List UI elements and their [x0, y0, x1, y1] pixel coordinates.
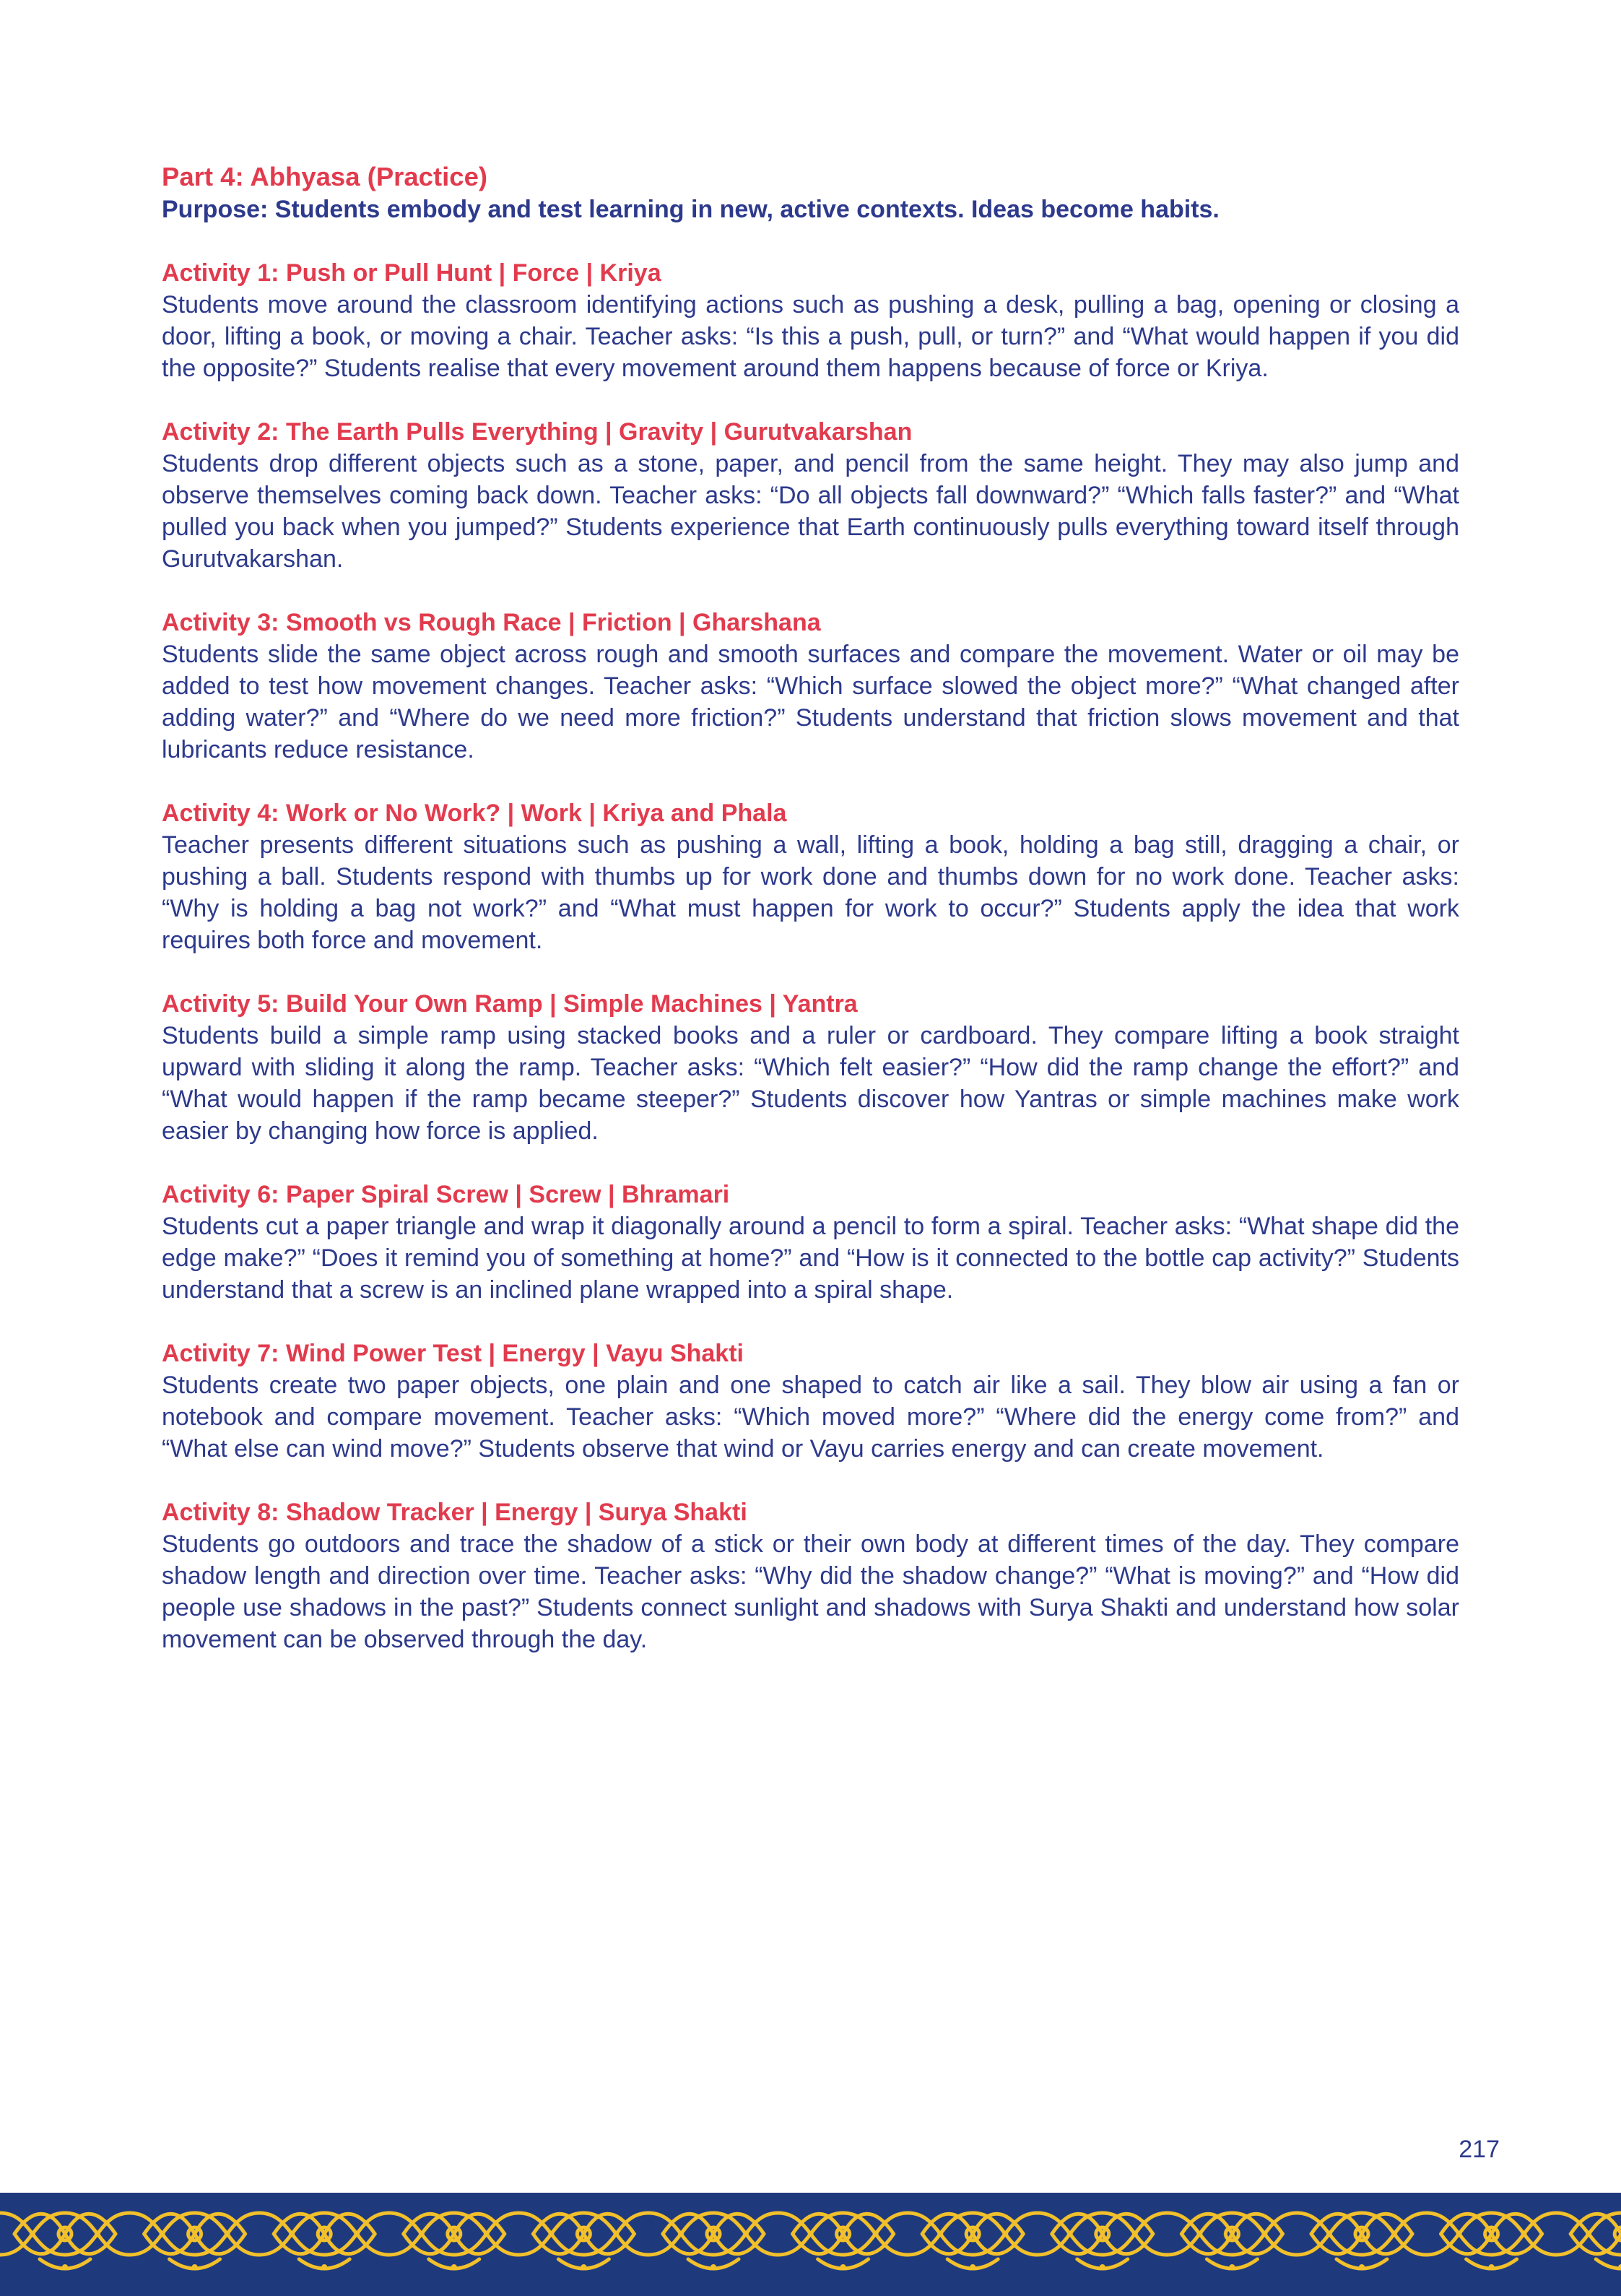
- activity-title: Activity 4: Work or No Work? | Work | Kriya and Phala: [162, 800, 787, 827]
- activity-3: [162, 607, 1459, 766]
- activity-2: [162, 416, 1459, 575]
- activity-title: Activity 5: Build Your Own Ramp | Simple Machines | Yantra: [162, 990, 858, 1018]
- activity-body: Students drop different objects such as a stone, paper, and pencil from the same height. They may also jump and observe themselves coming back down. Teacher asks: “Do all objects fall downward?” “Which falls faster?” and “What pulled you back when you jumped?” Students experience that Earth continuously pulls everything toward itself through Gurutvakarshan.: [162, 450, 1459, 573]
- activity-6: [162, 1179, 1459, 1306]
- activity-title: Activity 8: Shadow Tracker | Energy | Surya Shakti: [162, 1499, 747, 1526]
- decorative-border: [0, 2193, 1621, 2296]
- activity-title: Activity 3: Smooth vs Rough Race | Friction | Gharshana: [162, 609, 821, 636]
- activity-body: Students move around the classroom identifying actions such as pushing a desk, pulling a bag, opening or closing a door, lifting a book, or moving a chair. Teacher asks: “Is this a push, pull, or turn?” and “What would happen if you did the opposite?” Students realise that every movement around them happens because of force or Kriya.: [162, 291, 1459, 382]
- activity-title: Activity 7: Wind Power Test | Energy | Vayu Shakti: [162, 1340, 744, 1367]
- activity-title: Activity 1: Push or Pull Hunt | Force | Kriya: [162, 259, 661, 287]
- part-title: Part 4: Abhyasa (Practice): [162, 162, 488, 191]
- activity-body: Teacher presents different situations such as pushing a wall, lifting a book, holding a bag still, dragging a chair, or pushing a ball. Students respond with thumbs up for work done and thumbs down for no work done. Teacher asks: “Why is holding a bag not work?” and “What must happen for work to occur?” Students apply the idea that work requires both force and movement.: [162, 831, 1459, 954]
- activity-title: Activity 6: Paper Spiral Screw | Screw | Bhramari: [162, 1181, 730, 1208]
- activity-body: Students slide the same object across rough and smooth surfaces and compare the movement. Water or oil may be added to test how movement changes. Teacher asks: “Which surface slowed the object more?” “What changed after adding water?” and “Where do we need more friction?” Students understand that friction slows movement and that lubricants reduce resistance.: [162, 641, 1459, 763]
- activity-body: Students create two paper objects, one plain and one shaped to catch air like a sail. They blow air using a fan or notebook and compare movement. Teacher asks: “Which moved more?” “Where did the energy come from?” and “What else can wind move?” Students observe that wind or Vayu carries energy and can create movement.: [162, 1372, 1459, 1463]
- page-number: 217: [1459, 2136, 1500, 2163]
- kolam-pattern-fill: [0, 2193, 1621, 2296]
- activity-1: [162, 257, 1459, 384]
- activity-7: [162, 1338, 1459, 1465]
- activity-8: [162, 1496, 1459, 1655]
- activity-body: Students cut a paper triangle and wrap it diagonally around a pencil to form a spiral. Teacher asks: “What shape did the edge make?” “Does it remind you of something at home?” and “How is it connected to the bottle cap activity?” Students understand that a screw is an inclined plane wrapped into a spiral shape.: [162, 1213, 1459, 1304]
- page-content: [162, 160, 1459, 1687]
- activity-5: [162, 988, 1459, 1147]
- activity-body: Students go outdoors and trace the shadow of a stick or their own body at different times of the day. They compare shadow length and direction over time. Teacher asks: “Why did the shadow change?” “What is moving?” and “How did people use shadows in the past?” Students connect sunlight and shadows with Surya Shakti and understand how solar movement can be observed through the day.: [162, 1530, 1459, 1653]
- kolam-pattern-icon: [0, 2193, 1621, 2296]
- activity-4: [162, 797, 1459, 956]
- activity-body: Students build a simple ramp using stacked books and a ruler or cardboard. They compare lifting a book straight upward with sliding it along the ramp. Teacher asks: “Which felt easier?” “How did the ramp change the effort?” and “What would happen if the ramp became steeper?” Students discover how Yantras or simple machines make work easier by changing how force is applied.: [162, 1022, 1459, 1145]
- purpose-statement: Purpose: Students embody and test learning in new, active contexts. Ideas become habits.: [162, 196, 1220, 223]
- activity-title: Activity 2: The Earth Pulls Everything | Gravity | Gurutvakarshan: [162, 418, 913, 446]
